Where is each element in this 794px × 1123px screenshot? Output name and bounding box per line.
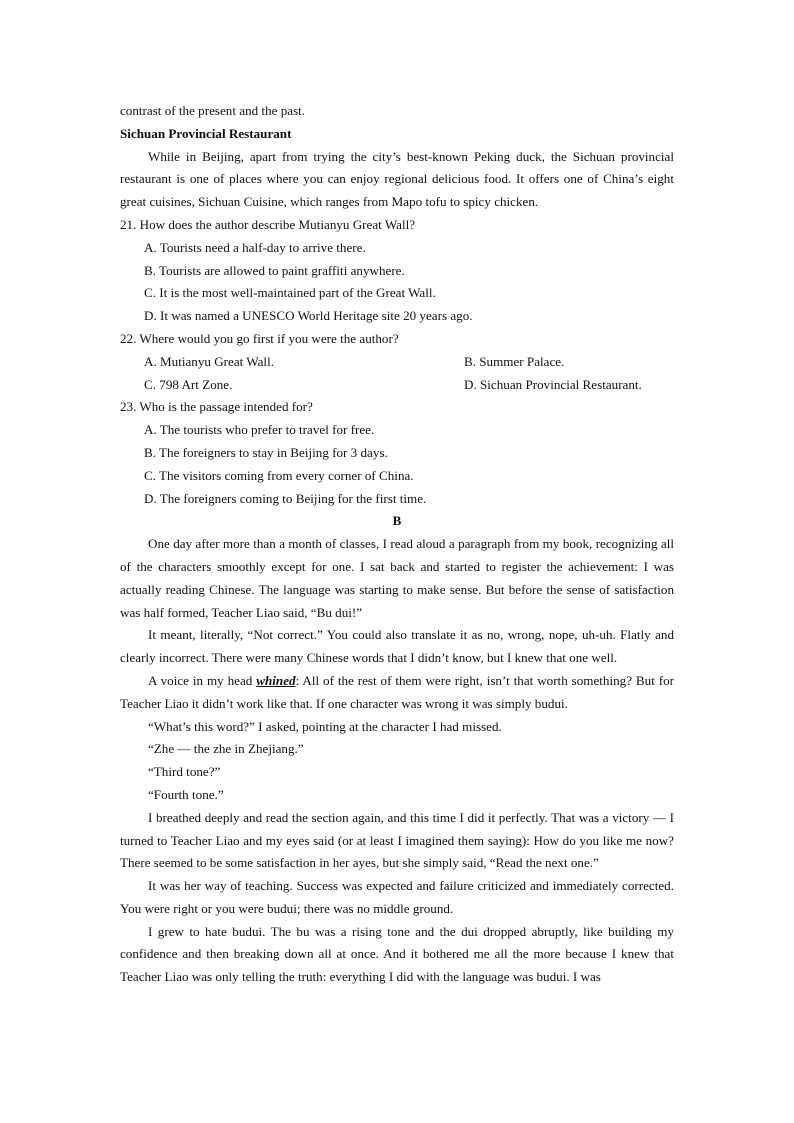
- paragraph-3: [120, 670, 674, 716]
- paragraph-10: I grew to hate budui. The bu was a rising tone and the dui dropped abruptly, like building my confidence and then breaking down all at once. And it bothered me all the more because I knew that Teacher Liao was only telling the truth: everything I did with the language was budui. I was: [120, 923, 674, 985]
- document-page: [120, 100, 674, 989]
- option-d: D. It was named a UNESCO World Heritage site 20 years ago.: [144, 308, 473, 324]
- question-stem: 21. How does the author describe Mutianyu Great Wall?: [120, 216, 416, 232]
- part-b-heading: B: [392, 513, 402, 529]
- section-heading: Sichuan Provincial Restaurant: [120, 125, 292, 141]
- highlighted-word: whined: [256, 672, 296, 688]
- paragraph-8: I breathed deeply and read the section again, and this time I did it perfectly. That was a victory — I turned to Teacher Liao and my eyes said (or at least I imagined them saying): How do you like me now? There seemed to be some satisfaction in her ayes, but she simply said, “Read the next one.”: [120, 809, 674, 871]
- option-b: B. The foreigners to stay in Beijing for 3 days.: [144, 444, 388, 460]
- question-22: [120, 328, 674, 396]
- option-a: A. Mutianyu Great Wall.: [144, 353, 274, 369]
- option-d: D. Sichuan Provincial Restaurant.: [464, 376, 642, 392]
- dialogue-line: “Zhe — the zhe in Zhejiang.”: [148, 741, 304, 757]
- question-stem: 22. Where would you go first if you were the author?: [120, 330, 399, 346]
- question-21: [120, 214, 674, 328]
- option-c: C. 798 Art Zone.: [144, 376, 233, 392]
- option-b: B. Tourists are allowed to paint graffiti anywhere.: [144, 262, 405, 278]
- dialogue-line: “Fourth tone.”: [148, 786, 224, 802]
- option-c: C. The visitors coming from every corner of China.: [144, 467, 414, 483]
- option-b: B. Summer Palace.: [464, 353, 565, 369]
- dialogue-line: “Third tone?”: [148, 764, 221, 780]
- paragraph-3-post: : All of the rest of them were right, isn’t that worth something? But for Teacher Liao it didn’t work like that. If one character was wrong it was simply budui.: [120, 672, 675, 711]
- paragraph-9: It was her way of teaching. Success was expected and failure criticized and immediately corrected. You were right or you were budui; there was no middle ground.: [120, 878, 674, 916]
- question-23: [120, 396, 674, 510]
- option-row: [120, 351, 674, 374]
- dialogue-line: “What’s this word?” I asked, pointing at the character I had missed.: [148, 718, 502, 734]
- option-a: A. Tourists need a half-day to arrive there.: [144, 239, 366, 255]
- option-a: A. The tourists who prefer to travel for free.: [144, 422, 375, 438]
- intro-tail-text: contrast of the present and the past.: [120, 103, 306, 118]
- paragraph-3-pre: A voice in my head: [148, 672, 257, 688]
- option-c: C. It is the most well-maintained part of the Great Wall.: [144, 285, 436, 301]
- option-row: [120, 374, 674, 397]
- paragraph-1: One day after more than a month of classes, I read aloud a paragraph from my book, recognizing all of the characters smoothly except for one. I sat back and started to register the achievement: I was actually reading Chinese. The language was starting to make sense. But before the sense of satisfaction was half formed, Teacher Liao said, “Bu dui!”: [120, 536, 674, 620]
- paragraph-2: It meant, literally, “Not correct.” You could also translate it as no, wrong, nope, uh-uh. Flatly and clearly incorrect. There were many Chinese words that I didn’t know, but I knew that one well.: [120, 627, 674, 666]
- question-stem: 23. Who is the passage intended for?: [120, 399, 313, 415]
- option-d: D. The foreigners coming to Beijing for the first time.: [144, 490, 427, 506]
- section-paragraph: While in Beijing, apart from trying the city’s best-known Peking duck, the Sichuan provincial restaurant is one of places where you can enjoy regional delicious food. It offers one of China’s eight great cuisines, Sichuan Cuisine, which ranges from Mapo tofu to spicy chicken.: [120, 148, 674, 210]
